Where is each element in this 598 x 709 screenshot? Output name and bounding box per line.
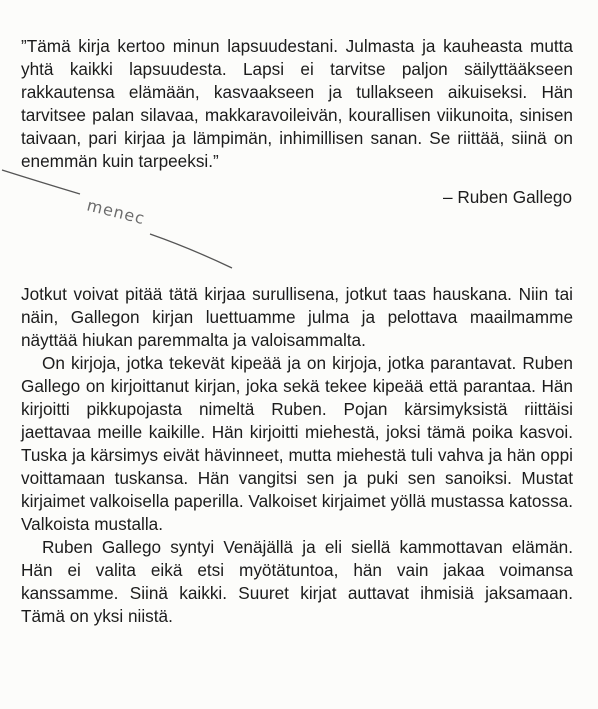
author-quote: ”Tämä kirja kertoo minun lapsuudestani. Julmasta ja kauheasta mutta yhtä kaikki lapsuudesta. Lapsi ei tarvitse paljon säilyttääkseen rakkautensa elämään, kasvaakseen ja tullakseen aikuiseksi. Hän tarvitsee palan silavaa, makkaravoileivän, kourallisen viikunoita, sinisen taivaan, pari kirjaa ja lämpimän, inhimillisen sanan. Se riittää, siinä on enemmän kuin tarpeeksi.” [21,36,573,171]
handwritten-stroke-left [2,170,80,194]
handwritten-annotation [0,160,260,280]
handwritten-stroke-right [150,234,232,268]
handwritten-word: menec [85,195,148,229]
paragraph-1: Jotkut voivat pitää tätä kirjaa surullisena, jotkut taas hauskana. Niin tai näin, Gallegon kirjan luettuamme julma ja pelottava maailmamme näyttää hiukan paremmalta ja valoisammalta. [21,284,573,350]
description-text [21,283,573,628]
paragraph-2: On kirjoja, jotka tekevät kipeää ja on kirjoja, jotka parantavat. Ruben Gallego on kirjoittanut kirjan, joka sekä tekee kipeää että parantaa. Hän kirjoitti pikkupojasta nimeltä Ruben. Pojan kärsimyksistä riittäisi jaettavaa meille kaikille. Hän kirjoitti miehestä, joksi tämä poika kasvoi. Tuska ja kärsimys eivät hävinneet, mutta miehestä tuli vahva ja hän oppi voittamaan tuskansa. Hän vangitsi sen ja puki sen sanoiksi. Mustat kirjaimet valkoisella paperilla. Valkoiset kirjaimet yöllä mustassa katossa. Valkoista mustalla. [21,353,573,534]
paragraph-3: Ruben Gallego syntyi Venäjällä ja eli siellä kammottavan elämän. Hän ei valita eikä etsi myötätuntoa, hän vain jakaa voimansa kanssamme. Siinä kaikki. Suuret kirjat auttavat ihmisiä jaksamaan. Tämä on yksi niistä. [21,537,573,626]
quote-attribution: – Ruben Gallego [443,187,572,207]
